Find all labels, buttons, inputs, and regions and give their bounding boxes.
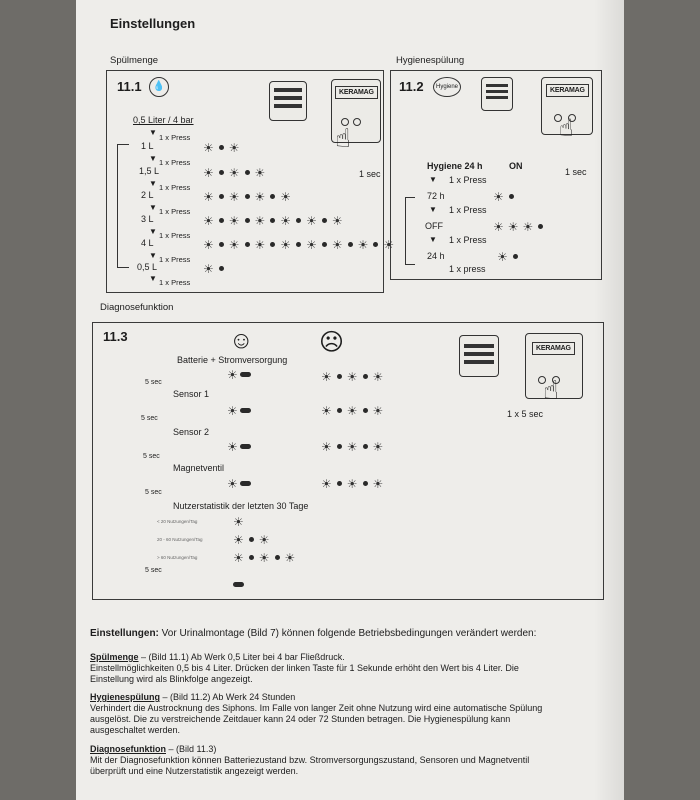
press-label: 1 x Press	[449, 205, 487, 215]
spuel-heading: Spülmenge	[90, 652, 139, 662]
press-label: 1 x Press	[159, 183, 191, 192]
press-duration: 1 sec	[359, 169, 381, 179]
row-label-sensor1: Sensor 1	[173, 389, 210, 399]
row-label-sensor2: Sensor 2	[173, 427, 210, 437]
ok-seq-magnetventil: ☀	[225, 478, 251, 490]
loop-bracket	[405, 197, 415, 265]
intro-paragraph	[90, 628, 536, 639]
stat-end-dash	[233, 576, 244, 594]
step-4: 3 L	[141, 214, 154, 224]
fail-seq-sensor1: ☀ ☀ ☀	[321, 403, 384, 418]
spuel-text-2: Einstellmöglichkeiten 0,5 bis 4 Liter. Drücken der linken Taste für 1 Sekunde erhöht den Wert bis 4 Liter. Die	[90, 663, 519, 673]
row-label-battery: Batterie + Stromversorgung	[177, 355, 288, 365]
step-3: 2 L	[141, 190, 154, 200]
spuelmenge-label: Spülmenge	[110, 55, 159, 66]
diag-text-3: überprüft und eine Nutzerstatistik angezeigt werden.	[90, 766, 299, 776]
stat-seq-mid: ☀ ☀	[233, 532, 270, 547]
page-title: Einstellungen	[110, 16, 196, 31]
spuel-text-3: Einstellung wird als Blinkfolge angezeigt.	[90, 674, 253, 684]
down-arrow-icon: ▼	[429, 205, 437, 214]
press-label: 1 x Press	[159, 207, 191, 216]
stat-level-high: > 60 Nutzungen/Tag	[157, 555, 198, 560]
module-illustration	[481, 77, 513, 111]
down-arrow-icon: ▼	[149, 128, 157, 137]
brand-logo: KERAMAG	[532, 342, 575, 355]
fail-seq-sensor2: ☀ ☀ ☀	[321, 439, 384, 454]
press-label: 1 x Press	[159, 255, 191, 264]
blink-seq-off: ☀ ☀ ☀	[491, 221, 546, 233]
duration-label: 5 sec	[145, 489, 162, 496]
sad-face-icon: ☹	[319, 329, 345, 356]
hyg-paragraph-line1	[90, 692, 295, 703]
press-duration: 1 x 5 sec	[507, 409, 544, 419]
loop-bracket	[117, 144, 129, 268]
start-value: 0,5 Liter / 4 bar	[133, 115, 194, 125]
diag-text-1: – (Bild 11.3)	[166, 744, 217, 754]
down-arrow-icon: ▼	[429, 235, 437, 244]
press-label: 1 x Press	[449, 235, 487, 245]
step-24h: 24 h	[427, 251, 445, 261]
figure-number: 11.2	[399, 79, 424, 94]
blink-seq-6: ☀	[201, 263, 227, 275]
hyg-text-3: ausgelöst. Die zu verstreichende Zeitdauer kann 24 oder 72 Stunden betragen. Die Hygienespülung kann	[90, 714, 511, 724]
down-arrow-icon: ▼	[149, 179, 157, 188]
duration-label: 5 sec	[143, 453, 160, 460]
duration-label: 5 sec	[145, 379, 162, 386]
stat-seq-low: ☀	[233, 514, 244, 529]
figure-11-1	[106, 70, 395, 293]
blink-seq-2: ☀ ☀ ☀	[203, 165, 266, 180]
press-label: 1 x Press	[159, 133, 191, 142]
down-arrow-icon: ▼	[149, 274, 157, 283]
down-arrow-icon: ▼	[149, 227, 157, 236]
module-illustration	[269, 81, 307, 121]
row-label-magnetventil: Magnetventil	[173, 463, 225, 473]
ok-seq-sensor1: ☀	[225, 405, 251, 417]
stat-title: Nutzerstatistik der letzten 30 Tage	[173, 501, 309, 511]
down-arrow-icon: ▼	[429, 175, 437, 184]
step-5: 4 L	[141, 238, 154, 248]
hyg-heading: Hygienespülung	[90, 692, 161, 702]
pointing-hand-icon: ☝	[559, 115, 574, 142]
hygiene-label: Hygienespülung	[396, 55, 465, 66]
water-drops-icon: 💧	[149, 77, 169, 97]
down-arrow-icon: ▼	[149, 154, 157, 163]
blink-seq-5: ☀ ☀ ☀ ☀ ☀ ☀ ☀ ☀	[203, 237, 395, 252]
ok-seq-sensor2: ☀	[225, 441, 251, 453]
step-2: 1,5 L	[139, 166, 160, 176]
intro-text: Vor Urinalmontage (Bild 7) können folgende Betriebsbedingungen verändert werden:	[158, 628, 537, 639]
blink-seq-72h: ☀	[491, 191, 517, 203]
press-duration: 1 sec	[565, 167, 587, 177]
right-button	[353, 118, 361, 126]
figure-number: 11.1	[117, 79, 142, 94]
hyg-text-1: – (Bild 11.2) Ab Werk 24 Stunden	[160, 692, 296, 702]
step-1: 1 L	[141, 141, 154, 151]
blink-seq-4: ☀ ☀ ☀ ☀ ☀ ☀	[203, 213, 343, 228]
hyg-text-2: Verhindert die Austrocknung des Siphons. Im Falle von langer Zeit ohne Nutzung wird eine automatische Spülung	[90, 703, 543, 713]
press-label: 1 x Press	[159, 231, 191, 240]
fail-seq-magnetventil: ☀ ☀ ☀	[321, 476, 384, 491]
diag-heading: Diagnosefunktion	[90, 744, 166, 754]
blink-seq-3: ☀ ☀ ☀ ☀	[203, 189, 292, 204]
module-illustration	[459, 335, 499, 377]
duration-label: 5 sec	[145, 567, 162, 574]
figure-11-2	[390, 70, 602, 280]
fail-seq-battery: ☀ ☀ ☀	[321, 369, 384, 384]
press-label: 1 x Press	[159, 158, 191, 167]
led-on-icon: ☀	[203, 140, 214, 155]
hygiene-badge: Hygiene	[433, 77, 461, 97]
step-off: OFF	[425, 221, 443, 231]
hyg-text-4: ausgeschaltet werden.	[90, 725, 181, 735]
blink-seq-1: ☀ ☀	[203, 140, 240, 155]
figure-11-3	[92, 322, 604, 600]
diag-paragraph-line1	[90, 744, 216, 755]
duration-label: 5 sec	[141, 415, 158, 422]
press-label: 1 x Press	[449, 175, 487, 185]
ok-seq-battery: ☀	[225, 369, 251, 381]
blink-seq-24h: ☀	[495, 251, 521, 263]
spuel-paragraph-line1	[90, 652, 345, 663]
intro-heading: Einstellungen:	[90, 628, 159, 639]
press-label: 1 x Press	[159, 278, 191, 287]
brand-logo: KERAMAG	[546, 84, 589, 97]
document-page	[76, 0, 624, 800]
stat-level-low: < 20 Nutzungen/Tag	[157, 519, 198, 524]
down-arrow-icon: ▼	[149, 251, 157, 260]
figure-number: 11.3	[103, 329, 128, 344]
pointing-hand-icon: ☝	[335, 123, 351, 153]
down-arrow-icon: ▼	[149, 203, 157, 212]
spuel-text-1: – (Bild 11.1) Ab Werk 0,5 Liter bei 4 bar Fließdruck.	[138, 652, 345, 662]
step-72h: 72 h	[427, 191, 445, 201]
diagnose-label: Diagnosefunktion	[100, 302, 174, 313]
hygiene-state: ON	[509, 161, 523, 171]
stat-level-mid: 20 - 60 Nutzungen/Tag	[157, 537, 203, 542]
step-6: 0,5 L	[137, 262, 158, 272]
press-label-last: 1 x press	[449, 264, 486, 274]
happy-face-icon: ☺	[229, 327, 254, 354]
stat-seq-high: ☀ ☀ ☀	[233, 550, 296, 565]
brand-logo: KERAMAG	[335, 86, 378, 99]
hygiene-header: Hygiene 24 h	[427, 161, 483, 171]
pointing-hand-icon: ☝	[543, 375, 559, 405]
diag-text-2: Mit der Diagnosefunktion können Batteriezustand bzw. Stromversorgungszustand, Sensoren und Magnetventil	[90, 755, 530, 765]
